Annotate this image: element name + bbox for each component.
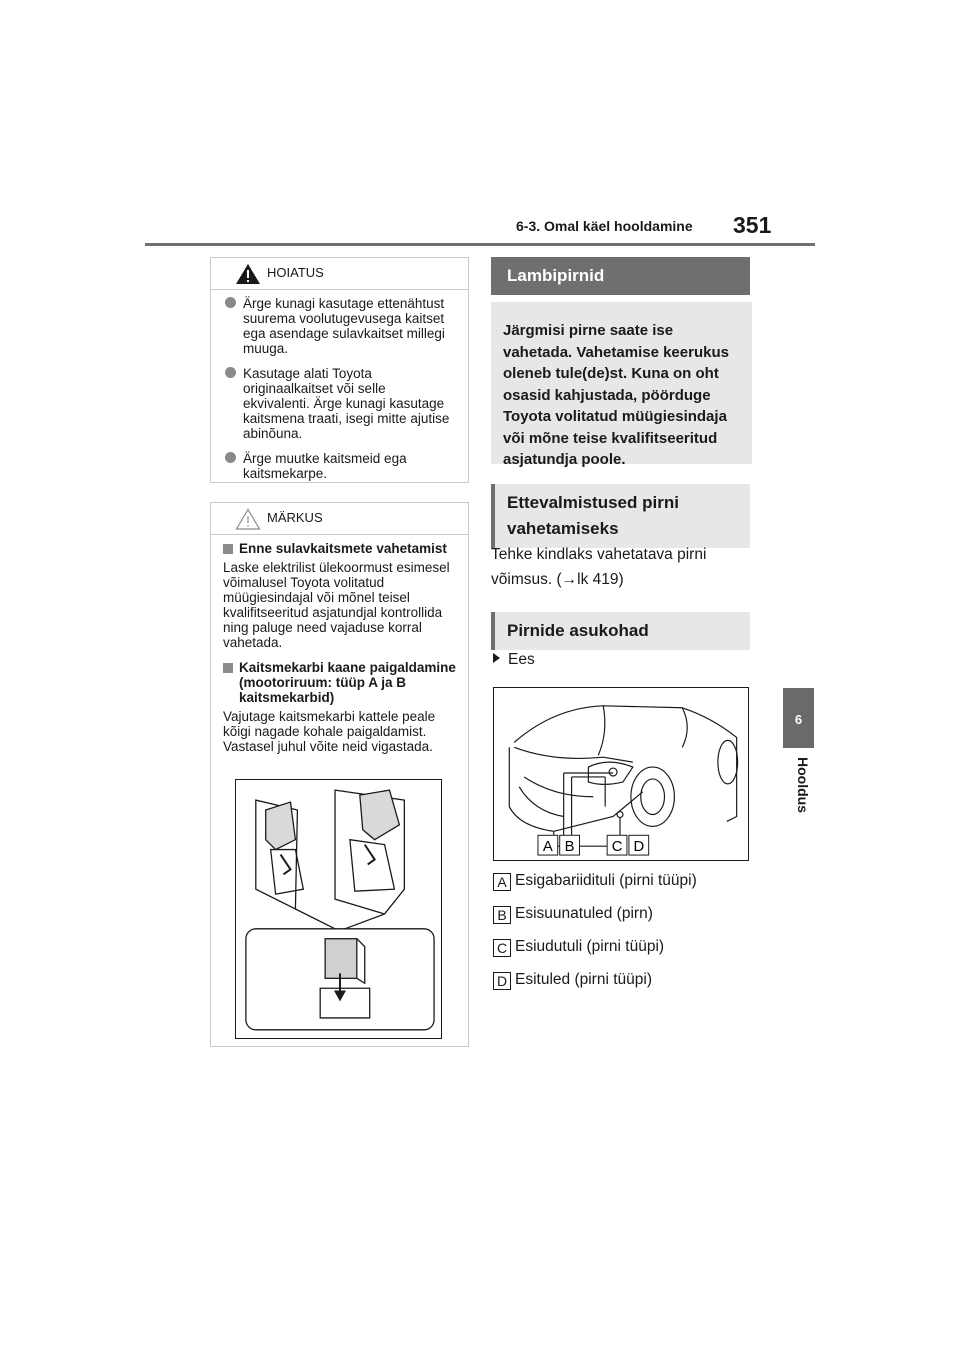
wattage-text-line-2[interactable]: võimsus. (→lk 419)	[491, 571, 624, 588]
legend-letter: C	[493, 939, 511, 957]
warning-box	[210, 257, 469, 483]
fuse-box-illustration	[235, 779, 442, 1039]
page-number: 351	[733, 212, 772, 238]
square-bullet-icon	[223, 663, 233, 673]
notice-text: Laske elektrilist ülekoormust esimesel võimalusel Toyota volitatud müügiesindajal või mõnel teisel kvalifitseeritud asjatundjal kontrollida ning paluge need vajaduse korral vahetada.	[223, 560, 450, 650]
legend-item: A Esigabariidituli (pirni tüüpi)	[493, 872, 697, 891]
warning-item: Ärge kunagi kasutage ettenähtust suurema voolutugevusega kaitset ega asendage sulavkaitset millegi muuga.	[225, 296, 454, 356]
notice-title: MÄRKUS	[267, 510, 323, 525]
legend-item: C Esiudutuli (pirni tüüpi)	[493, 938, 664, 957]
car-front-illustration	[493, 687, 749, 861]
legend-letter: A	[493, 873, 511, 891]
bullet-icon	[225, 297, 236, 308]
legend-item: B Esisuunatuled (pirn)	[493, 905, 653, 924]
section-title: 6-3. Omal käel hooldamine	[516, 218, 693, 234]
legend-letter: D	[493, 972, 511, 990]
bullet-icon	[225, 452, 236, 463]
intro-box: Järgmisi pirne saate ise vahetada. Vahetamise keerukus oleneb tule(de)st. Kuna on oht osasid kahjustada, pöörduge Toyota volitatud müügiesindaja või mõne teise kvalifitseeritud asjatundja poole.	[491, 302, 752, 464]
warning-item: Kasutage alati Toyota originaalkaitset või selle ekvivalenti. Ärge kunagi kasutage kaitsmena traati, isegi mitte ajutise abinõuna.	[225, 366, 454, 441]
notice-heading: Kaitsmekarbi kaane paigaldamine (mootoriruum: tüüp A ja B kaitsmekarbid)	[223, 660, 456, 705]
legend-item: D Esituled (pirni tüüpi)	[493, 971, 652, 990]
main-heading: Lambipirnid	[491, 257, 750, 295]
caution-triangle-icon	[235, 508, 261, 530]
front-label: Ees	[493, 651, 535, 669]
arrow-right-icon	[493, 653, 500, 663]
figure-label-b: B	[564, 839, 575, 856]
square-bullet-icon	[223, 544, 233, 554]
header-divider	[145, 243, 815, 246]
chapter-tab: 6	[783, 688, 814, 748]
section-heading-wattage: Ettevalmistused pirni vahetamiseks	[491, 484, 750, 548]
figure-label-a: A	[542, 839, 553, 856]
warning-item: Ärge muutke kaitsmeid ega kaitsmekarpe.	[225, 451, 454, 481]
wattage-text-line-1: Tehke kindlaks vahetatava pirni	[491, 546, 707, 563]
warning-title: HOIATUS	[267, 265, 324, 280]
chapter-label: Hooldus	[795, 757, 811, 813]
legend-letter: B	[493, 906, 511, 924]
warning-header	[211, 258, 468, 290]
figure-label-d: D	[633, 839, 645, 856]
notice-text: Vajutage kaitsmekarbi kattele peale kõigi nagade kohale paigaldamist. Vastasel juhul võite neid vigastada.	[223, 709, 436, 754]
figure-label-c: C	[611, 839, 623, 856]
warning-triangle-icon	[235, 263, 261, 285]
section-heading-locations: Pirnide asukohad	[491, 612, 750, 650]
notice-heading: Enne sulavkaitsmete vahetamist	[223, 541, 456, 556]
bullet-icon	[225, 367, 236, 378]
notice-header	[211, 503, 468, 535]
